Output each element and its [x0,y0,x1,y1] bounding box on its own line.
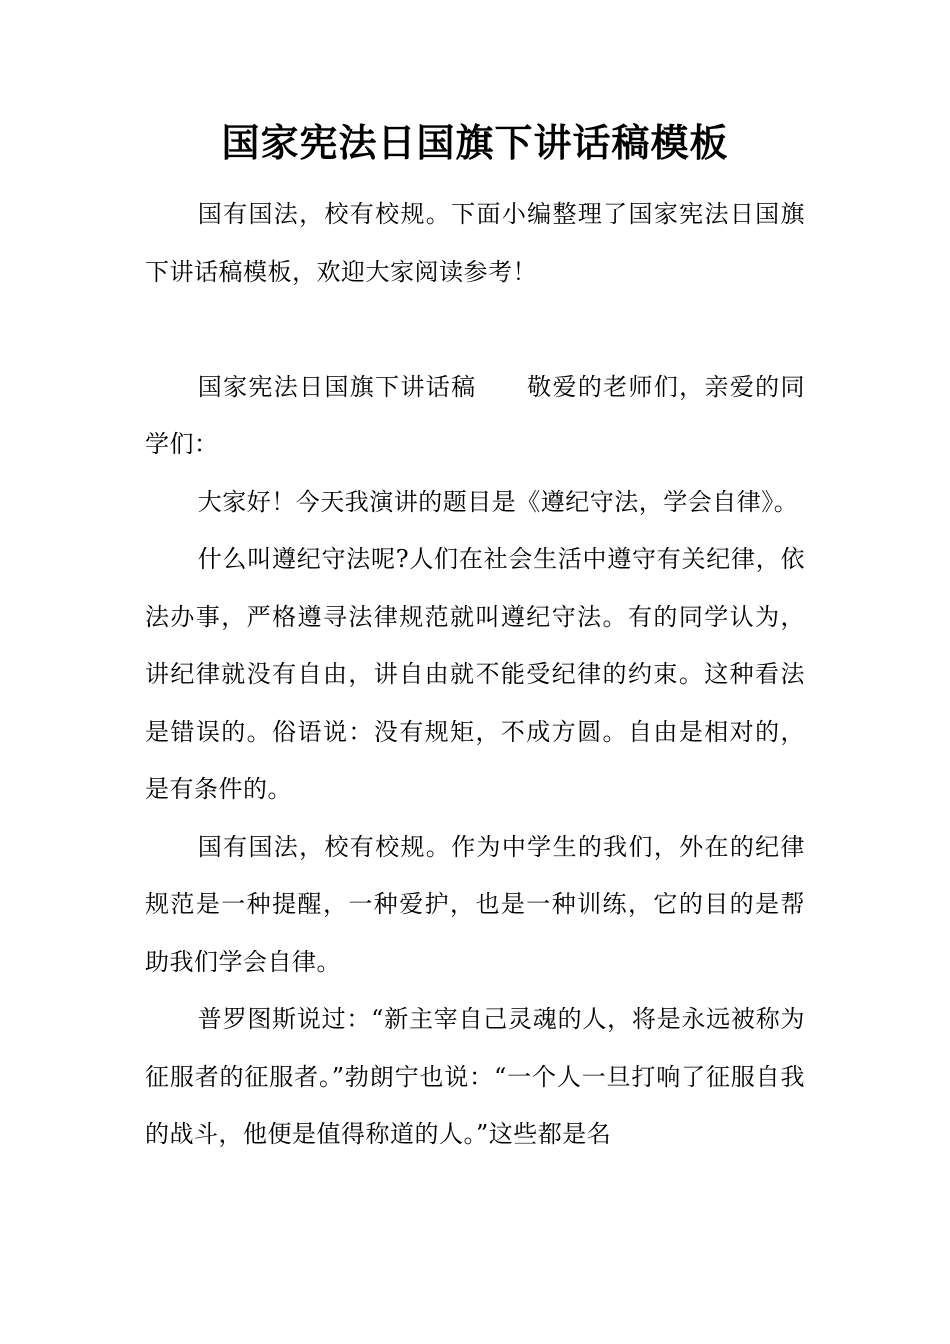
intro-paragraph: 国有国法，校有校规。下面小编整理了国家宪法日国旗下讲话稿模板，欢迎大家阅读参考！ [145,200,805,286]
school-rules-paragraph: 国有国法，校有校规。作为中学生的我们，外在的纪律规范是一种提醒，一种爱护，也是一种训练，它的目的是帮助我们学会自律。 [145,832,805,976]
quotes-paragraph: 普罗图斯说过：“新主宰自己灵魂的人，将是永远被称为征服者的征服者。”勃朗宁也说：“一个人一旦打响了征服自我的战斗，他便是值得称道的人。”这些都是名 [145,1005,805,1148]
speech-heading-paragraph: 国家宪法日国旗下讲话稿 敬爱的老师们，亲爱的同学们： [145,372,805,458]
document-body [145,186,805,1164]
definition-paragraph: 什么叫遵纪守法呢?人们在社会生活中遵守有关纪律，依法办事，严格遵寻法律规范就叫遵纪守法。有的同学认为，讲纪律就没有自由，讲自由就不能受纪律的约束。这种看法是错误的。俗语说：没有规矩，不成方圆。自由是相对的，是有条件的。 [145,545,805,803]
greeting-paragraph: 大家好！今天我演讲的题目是《遵纪守法，学会自律》。 [197,487,799,516]
blank-line [145,301,805,359]
document-title: 国家宪法日国旗下讲话稿模板 [221,121,729,165]
